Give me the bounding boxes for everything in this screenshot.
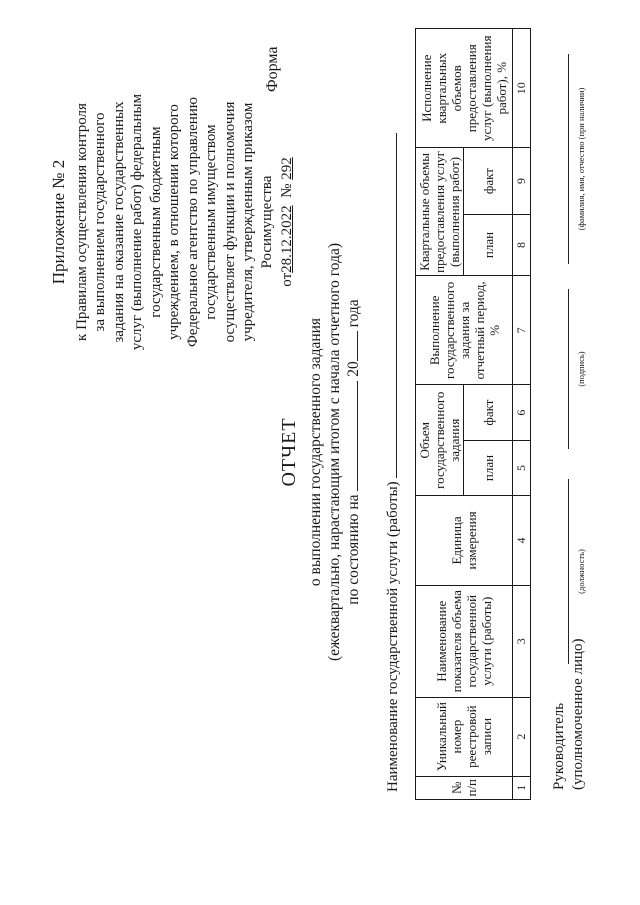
appendix-line: государственным бюджетным (147, 126, 164, 318)
sign-line (568, 289, 569, 449)
signature-block (550, 50, 588, 790)
report-title: ОТЧЕТ (278, 417, 300, 487)
header-fact: факт (464, 385, 513, 440)
report-year-blank (345, 331, 358, 361)
appendix-line: к Правилам осуществления контроля (73, 103, 90, 341)
name-caption: (фамилия, имя, отчество (при наличии) (576, 87, 586, 231)
report-year-prefix: 20 (345, 361, 362, 377)
column-number: 7 (513, 276, 531, 385)
header-quarter-fact: факт (464, 148, 513, 214)
service-name-line (382, 133, 402, 792)
position-caption: (должность) (576, 549, 586, 594)
appendix-line: за выполнением государственного (92, 112, 108, 332)
appendix-line: учредителя, утвержденным приказом (240, 102, 256, 342)
signature-lines (568, 54, 598, 664)
report-subtitle-line2: (ежеквартально, нарастающим итогом с начала отчетного года) (326, 242, 343, 662)
appendix-line: услуг (выполнение работ) федеральным (129, 93, 145, 351)
column-number: 9 (513, 148, 531, 214)
position-line (568, 479, 569, 664)
appendix-line: Росимущества (258, 175, 275, 269)
column-number: 8 (513, 214, 531, 276)
report-date-blank (345, 381, 358, 491)
appendix-line: государственным имуществом (203, 124, 219, 320)
sign-caption: (подпись) (576, 351, 586, 387)
order-prefix: от (279, 272, 295, 287)
column-number: 4 (513, 496, 531, 586)
appendix-line: задания на оказание государственных (110, 101, 127, 343)
header-registry-number: Уникальный номер реестровой записи (416, 697, 513, 776)
report-table (415, 28, 531, 800)
header-task-volume: Объем государственного задания (416, 385, 464, 496)
column-number: 6 (513, 385, 531, 440)
column-number: 5 (513, 440, 531, 495)
order-number: 292 (279, 157, 295, 180)
report-subtitle-line1: о выполнении государственного задания (307, 317, 324, 587)
order-date: 28.12.2022 (279, 205, 295, 273)
report-date-suffix: года (345, 299, 362, 328)
service-name-label: Наименование государственной услуги (работы) (385, 481, 401, 792)
table-row (513, 29, 531, 800)
header-quarter-plan: план (464, 214, 513, 276)
column-number: 3 (513, 585, 531, 697)
report-date-line (344, 22, 363, 882)
appendix-block (50, 42, 297, 402)
name-line (568, 54, 569, 264)
form-label: Форма (264, 46, 281, 92)
header-num: № п/п (416, 776, 513, 799)
header-indicator-name: Наименование показателя объема государственной услуги (работы) (416, 585, 513, 697)
appendix-line: осуществляет функции и полномочия (221, 101, 238, 343)
header-quarterly-execution: Исполнение квартальных объемов предоставления услуг (выполнения работ), % (416, 29, 513, 149)
service-name-blank (382, 133, 397, 478)
header-task-completion: Выполнение государственного задания за отчетный период, % (416, 276, 513, 385)
rotated-document-page (40, 22, 600, 882)
column-number: 10 (513, 29, 531, 149)
appendix-line: Федеральное агентство по управлению (184, 96, 201, 348)
appendix-line: учреждением, в отношении которого (166, 104, 182, 340)
header-quarterly-volumes: Квартальные объемы предоставления услуг (выполнения работ) (416, 148, 464, 276)
column-number: 1 (513, 776, 531, 799)
signature-subhead: (уполномоченное лицо) (570, 638, 586, 790)
report-date-prefix: по состоянию на (345, 494, 362, 605)
header-plan: план (464, 440, 513, 495)
header-unit: Единица измерения (416, 496, 513, 586)
appendix-title: Приложение № 2 (49, 159, 68, 285)
table-header-row (416, 29, 464, 800)
report-subtitle (306, 22, 363, 882)
column-number: 2 (513, 697, 531, 776)
order-number-label: № (279, 183, 295, 198)
signature-head: Руководитель (551, 702, 567, 790)
